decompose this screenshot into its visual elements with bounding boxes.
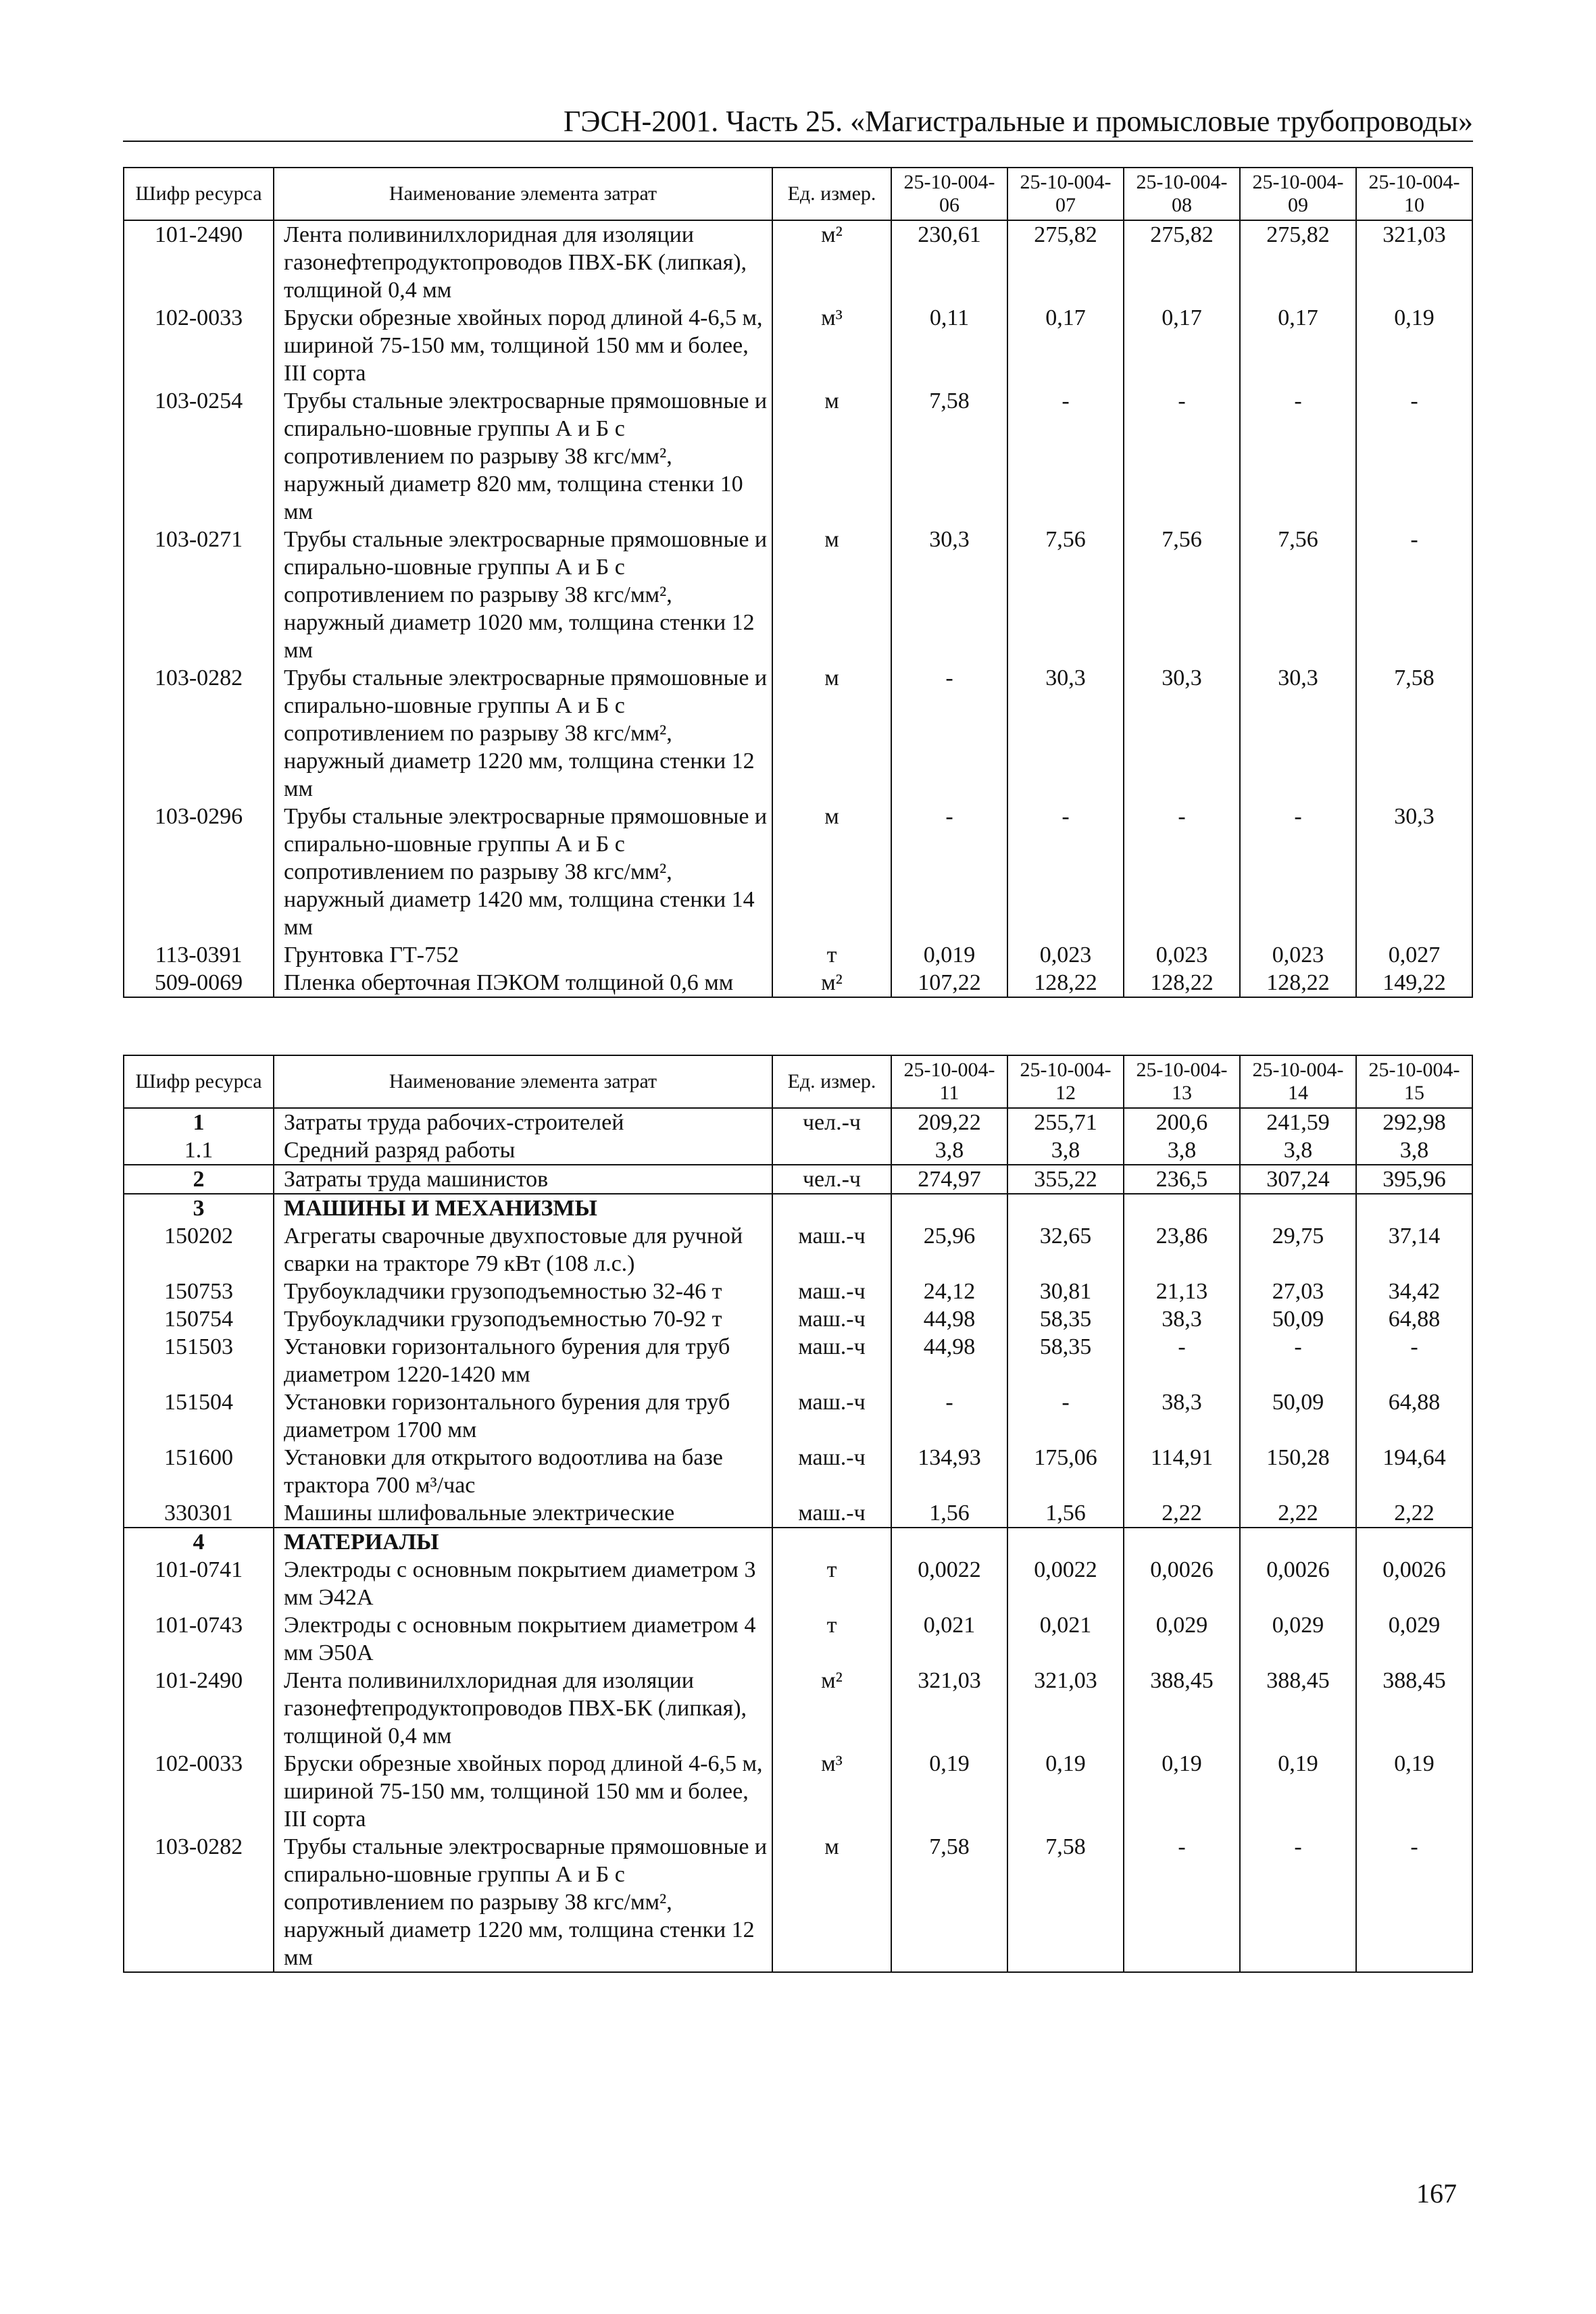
resource-unit: маш.-ч (772, 1444, 891, 1499)
resource-code: 1.1 (124, 1136, 274, 1165)
resource-value: 0,019 (891, 941, 1007, 969)
resource-unit: маш.-ч (772, 1499, 891, 1528)
resource-value: 3,8 (1124, 1136, 1240, 1165)
resource-value (891, 1528, 1007, 1556)
resource-unit: т (772, 1556, 891, 1611)
resource-value: 30,3 (1356, 803, 1472, 941)
resource-unit: чел.-ч (772, 1165, 891, 1194)
resource-value: 30,3 (1240, 664, 1356, 803)
resource-unit: м² (772, 220, 891, 304)
resource-value: 30,3 (1124, 664, 1240, 803)
resource-value: 58,35 (1007, 1305, 1124, 1333)
resource-code: 150753 (124, 1278, 274, 1305)
resource-code: 330301 (124, 1499, 274, 1528)
resource-value: 0,17 (1124, 304, 1240, 387)
header-col: 25-10-004-07 (1007, 168, 1124, 220)
resource-code: 103-0296 (124, 803, 274, 941)
resource-name: Грунтовка ГТ-752 (274, 941, 772, 969)
resource-name: Пленка оберточная ПЭКОМ толщиной 0,6 мм (274, 969, 772, 997)
resource-value (1007, 1528, 1124, 1556)
header-col: 25-10-004-12 (1007, 1055, 1124, 1108)
resource-value: 7,56 (1007, 526, 1124, 664)
resource-value: 0,023 (1007, 941, 1124, 969)
resource-unit: маш.-ч (772, 1278, 891, 1305)
resource-unit: маш.-ч (772, 1388, 891, 1444)
resource-unit (772, 1194, 891, 1222)
resource-value: - (891, 1388, 1007, 1444)
resource-value: 3,8 (1007, 1136, 1124, 1165)
resource-value: - (1240, 1333, 1356, 1388)
resource-value (1356, 1528, 1472, 1556)
resource-unit: м (772, 526, 891, 664)
resource-unit (772, 1528, 891, 1556)
header-col: 25-10-004-11 (891, 1055, 1007, 1108)
resource-value: - (1356, 1333, 1472, 1388)
resource-value: - (1356, 387, 1472, 526)
resource-value: 1,56 (1007, 1499, 1124, 1528)
table-row (124, 1556, 1472, 1611)
resource-value: 7,56 (1124, 526, 1240, 664)
resource-value: 50,09 (1240, 1305, 1356, 1333)
resource-value: 23,86 (1124, 1222, 1240, 1278)
table-row (124, 220, 1472, 304)
resource-code: 101-2490 (124, 1667, 274, 1750)
resource-name: Средний разряд работы (274, 1136, 772, 1165)
resource-code: 1 (124, 1108, 274, 1136)
table-body (124, 1108, 1472, 1972)
table-row (124, 526, 1472, 664)
resource-value: 200,6 (1124, 1108, 1240, 1136)
resource-code: 101-0741 (124, 1556, 274, 1611)
resource-name: Лента поливинилхлоридная для изоляции газонефтепродуктопроводов ПВХ-БК (липкая), толщиной 0,4 мм (274, 1667, 772, 1750)
resource-value: 134,93 (891, 1444, 1007, 1499)
resource-name: Электроды с основным покрытием диаметром 4 мм Э50А (274, 1611, 772, 1667)
resource-value: 128,22 (1007, 969, 1124, 997)
resource-value: 7,58 (891, 1833, 1007, 1972)
resource-name: Трубоукладчики грузоподъемностью 32-46 т (274, 1278, 772, 1305)
table-row (124, 1194, 1472, 1222)
resource-name: Лента поливинилхлоридная для изоляции газонефтепродуктопроводов ПВХ-БК (липкая), толщиной 0,4 мм (274, 220, 772, 304)
resource-unit: т (772, 941, 891, 969)
resource-value: 255,71 (1007, 1108, 1124, 1136)
resource-unit: м (772, 664, 891, 803)
header-col: 25-10-004-06 (891, 168, 1007, 220)
resource-value: 0,0026 (1240, 1556, 1356, 1611)
resource-value: 292,98 (1356, 1108, 1472, 1136)
resource-value: 388,45 (1356, 1667, 1472, 1750)
resource-code: 101-2490 (124, 220, 274, 304)
resource-code: 101-0743 (124, 1611, 274, 1667)
resource-value: 0,023 (1124, 941, 1240, 969)
table-row (124, 1750, 1472, 1833)
resource-value: 395,96 (1356, 1165, 1472, 1194)
resource-name: Установки горизонтального бурения для труб диаметром 1700 мм (274, 1388, 772, 1444)
resource-code: 509-0069 (124, 969, 274, 997)
resource-value: 38,3 (1124, 1388, 1240, 1444)
resource-value: 128,22 (1240, 969, 1356, 997)
resource-value (1240, 1528, 1356, 1556)
header-col: 25-10-004-13 (1124, 1055, 1240, 1108)
table-row (124, 1611, 1472, 1667)
resource-value: 0,023 (1240, 941, 1356, 969)
resource-value: 44,98 (891, 1305, 1007, 1333)
header-col: 25-10-004-10 (1356, 168, 1472, 220)
resource-value: 7,58 (1007, 1833, 1124, 1972)
resource-value: - (1356, 1833, 1472, 1972)
resource-value: 0,19 (891, 1750, 1007, 1833)
table-row (124, 1833, 1472, 1972)
table-row (124, 664, 1472, 803)
header-col: 25-10-004-15 (1356, 1055, 1472, 1108)
resource-table-1 (123, 167, 1473, 998)
resource-value: 58,35 (1007, 1333, 1124, 1388)
resource-value: 307,24 (1240, 1165, 1356, 1194)
resource-unit: м² (772, 969, 891, 997)
resource-value: - (1124, 387, 1240, 526)
resource-code: 102-0033 (124, 304, 274, 387)
resource-name: Трубы стальные электросварные прямошовные и спирально-шовные группы А и Б с сопротивлением по разрыву 38 кгс/мм², наружный диаметр 1420 мм, толщина стенки 14 мм (274, 803, 772, 941)
resource-value (891, 1194, 1007, 1222)
resource-code: 4 (124, 1528, 274, 1556)
resource-value: 1,56 (891, 1499, 1007, 1528)
resource-name: Агрегаты сварочные двухпостовые для ручной сварки на тракторе 79 кВт (108 л.с.) (274, 1222, 772, 1278)
resource-value: 0,029 (1240, 1611, 1356, 1667)
resource-code: 150754 (124, 1305, 274, 1333)
resource-code: 151600 (124, 1444, 274, 1499)
table-header-row (124, 168, 1472, 220)
resource-code: 103-0254 (124, 387, 274, 526)
resource-name: Машины шлифовальные электрические (274, 1499, 772, 1528)
resource-value: 29,75 (1240, 1222, 1356, 1278)
resource-value: 0,0022 (1007, 1556, 1124, 1611)
table-row (124, 803, 1472, 941)
resource-value: 0,0022 (891, 1556, 1007, 1611)
resource-value (1007, 1194, 1124, 1222)
page-header: ГЭСН-2001. Часть 25. «Магистральные и промысловые трубопроводы» (123, 103, 1473, 142)
table-row (124, 387, 1472, 526)
resource-name: Трубы стальные электросварные прямошовные и спирально-шовные группы А и Б с сопротивлением по разрыву 38 кгс/мм², наружный диаметр 1220 мм, толщина стенки 12 мм (274, 1833, 772, 1972)
resource-value (1124, 1528, 1240, 1556)
resource-value: 32,65 (1007, 1222, 1124, 1278)
resource-unit: м² (772, 1667, 891, 1750)
resource-value: 0,0026 (1124, 1556, 1240, 1611)
resource-value: 275,82 (1124, 220, 1240, 304)
resource-value: 275,82 (1007, 220, 1124, 304)
resource-value: 3,8 (1240, 1136, 1356, 1165)
resource-value: 321,03 (1007, 1667, 1124, 1750)
header-code: Шифр ресурса (124, 1055, 274, 1108)
resource-value: 24,12 (891, 1278, 1007, 1305)
resource-code: 150202 (124, 1222, 274, 1278)
resource-value: 25,96 (891, 1222, 1007, 1278)
resource-value: 7,56 (1240, 526, 1356, 664)
resource-value: - (1007, 1388, 1124, 1444)
resource-value: - (1124, 803, 1240, 941)
resource-value: 30,3 (891, 526, 1007, 664)
table-row (124, 1305, 1472, 1333)
resource-value: 2,22 (1240, 1499, 1356, 1528)
resource-value: 44,98 (891, 1333, 1007, 1388)
resource-name: МАТЕРИАЛЫ (274, 1528, 772, 1556)
header-col: 25-10-004-08 (1124, 168, 1240, 220)
resource-name: Электроды с основным покрытием диаметром 3 мм Э42А (274, 1556, 772, 1611)
resource-name: МАШИНЫ И МЕХАНИЗМЫ (274, 1194, 772, 1222)
resource-value: 0,19 (1356, 1750, 1472, 1833)
resource-value: 3,8 (891, 1136, 1007, 1165)
resource-value: 21,13 (1124, 1278, 1240, 1305)
resource-value: 2,22 (1124, 1499, 1240, 1528)
table-row (124, 1667, 1472, 1750)
resource-value (1124, 1194, 1240, 1222)
resource-unit: м³ (772, 1750, 891, 1833)
table-row (124, 1333, 1472, 1388)
resource-name: Бруски обрезные хвойных пород длиной 4-6,5 м, шириной 75-150 мм, толщиной 150 мм и более, III сорта (274, 1750, 772, 1833)
resource-unit: маш.-ч (772, 1305, 891, 1333)
resource-value: 321,03 (1356, 220, 1472, 304)
resource-code: 103-0282 (124, 664, 274, 803)
table-body (124, 220, 1472, 997)
resource-name: Бруски обрезные хвойных пород длиной 4-6,5 м, шириной 75-150 мм, толщиной 150 мм и более, III сорта (274, 304, 772, 387)
resource-unit: чел.-ч (772, 1108, 891, 1136)
resource-value: - (891, 664, 1007, 803)
resource-name: Затраты труда машинистов (274, 1165, 772, 1194)
header-code: Шифр ресурса (124, 168, 274, 220)
resource-code: 102-0033 (124, 1750, 274, 1833)
resource-value: - (1356, 526, 1472, 664)
table-row (124, 1108, 1472, 1136)
resource-value: 321,03 (891, 1667, 1007, 1750)
resource-value: 0,19 (1124, 1750, 1240, 1833)
resource-value: 114,91 (1124, 1444, 1240, 1499)
resource-code: 3 (124, 1194, 274, 1222)
resource-value: - (1240, 387, 1356, 526)
table-row (124, 1165, 1472, 1194)
resource-name: Установки горизонтального бурения для труб диаметром 1220-1420 мм (274, 1333, 772, 1388)
resource-value: 2,22 (1356, 1499, 1472, 1528)
resource-name: Установки для открытого водоотлива на базе трактора 700 м³/час (274, 1444, 772, 1499)
resource-value: 37,14 (1356, 1222, 1472, 1278)
resource-value: - (1240, 1833, 1356, 1972)
resource-value: 0,021 (1007, 1611, 1124, 1667)
resource-name: Трубоукладчики грузоподъемностью 70-92 т (274, 1305, 772, 1333)
table-row (124, 969, 1472, 997)
resource-value: 388,45 (1240, 1667, 1356, 1750)
resource-value: 50,09 (1240, 1388, 1356, 1444)
resource-value: 0,17 (1007, 304, 1124, 387)
resource-value: 0,029 (1124, 1611, 1240, 1667)
resource-name: Трубы стальные электросварные прямошовные и спирально-шовные группы А и Б с сопротивлением по разрыву 38 кгс/мм², наружный диаметр 1020 мм, толщина стенки 12 мм (274, 526, 772, 664)
table-row (124, 1499, 1472, 1528)
resource-value: 150,28 (1240, 1444, 1356, 1499)
resource-value: 7,58 (891, 387, 1007, 526)
header-col: 25-10-004-09 (1240, 168, 1356, 220)
resource-unit: м (772, 803, 891, 941)
resource-value: 0,11 (891, 304, 1007, 387)
resource-value (1240, 1194, 1356, 1222)
resource-value: 274,97 (891, 1165, 1007, 1194)
resource-value: 0,19 (1240, 1750, 1356, 1833)
resource-value: 0,021 (891, 1611, 1007, 1667)
resource-value: 0,027 (1356, 941, 1472, 969)
resource-value (1356, 1194, 1472, 1222)
resource-value: 275,82 (1240, 220, 1356, 304)
resource-code: 151503 (124, 1333, 274, 1388)
resource-unit: маш.-ч (772, 1222, 891, 1278)
header-name: Наименование элемента затрат (274, 168, 772, 220)
resource-unit (772, 1136, 891, 1165)
resource-value: 30,81 (1007, 1278, 1124, 1305)
resource-value: - (1124, 1833, 1240, 1972)
resource-value: 27,03 (1240, 1278, 1356, 1305)
table-row (124, 1388, 1472, 1444)
header-name: Наименование элемента затрат (274, 1055, 772, 1108)
table-row (124, 1444, 1472, 1499)
resource-value: 209,22 (891, 1108, 1007, 1136)
table-row (124, 304, 1472, 387)
resource-value: 0,0026 (1356, 1556, 1472, 1611)
resource-value: 0,029 (1356, 1611, 1472, 1667)
resource-table-2 (123, 1055, 1473, 1973)
resource-value: - (1124, 1333, 1240, 1388)
resource-value: 0,19 (1356, 304, 1472, 387)
resource-value: 107,22 (891, 969, 1007, 997)
resource-value: - (891, 803, 1007, 941)
resource-value: 0,19 (1007, 1750, 1124, 1833)
resource-value: 128,22 (1124, 969, 1240, 997)
resource-value: 34,42 (1356, 1278, 1472, 1305)
resource-name: Трубы стальные электросварные прямошовные и спирально-шовные группы А и Б с сопротивлением по разрыву 38 кгс/мм², наружный диаметр 1220 мм, толщина стенки 12 мм (274, 664, 772, 803)
resource-unit: м³ (772, 304, 891, 387)
table-row (124, 1222, 1472, 1278)
resource-value: 194,64 (1356, 1444, 1472, 1499)
table-row (124, 941, 1472, 969)
table-header-row (124, 1055, 1472, 1108)
resource-name: Затраты труда рабочих-строителей (274, 1108, 772, 1136)
resource-unit: маш.-ч (772, 1333, 891, 1388)
resource-value: 355,22 (1007, 1165, 1124, 1194)
resource-code: 113-0391 (124, 941, 274, 969)
resource-value: 30,3 (1007, 664, 1124, 803)
resource-value: 175,06 (1007, 1444, 1124, 1499)
resource-value: - (1007, 803, 1124, 941)
page-number: 167 (1416, 2178, 1457, 2209)
resource-code: 2 (124, 1165, 274, 1194)
resource-code: 103-0271 (124, 526, 274, 664)
resource-value: 388,45 (1124, 1667, 1240, 1750)
resource-code: 151504 (124, 1388, 274, 1444)
table-row (124, 1528, 1472, 1556)
resource-value: 64,88 (1356, 1388, 1472, 1444)
resource-name: Трубы стальные электросварные прямошовные и спирально-шовные группы А и Б с сопротивлением по разрыву 38 кгс/мм², наружный диаметр 820 мм, толщина стенки 10 мм (274, 387, 772, 526)
resource-unit: т (772, 1611, 891, 1667)
resource-value: 7,58 (1356, 664, 1472, 803)
resource-value: 236,5 (1124, 1165, 1240, 1194)
header-unit: Ед. измер. (772, 168, 891, 220)
table-row (124, 1278, 1472, 1305)
resource-value: 0,17 (1240, 304, 1356, 387)
resource-value: 3,8 (1356, 1136, 1472, 1165)
table-row (124, 1136, 1472, 1165)
resource-value: - (1240, 803, 1356, 941)
resource-value: 241,59 (1240, 1108, 1356, 1136)
resource-value: 64,88 (1356, 1305, 1472, 1333)
header-unit: Ед. измер. (772, 1055, 891, 1108)
resource-code: 103-0282 (124, 1833, 274, 1972)
header-col: 25-10-004-14 (1240, 1055, 1356, 1108)
resource-value: 230,61 (891, 220, 1007, 304)
resource-value: 149,22 (1356, 969, 1472, 997)
resource-unit: м (772, 387, 891, 526)
resource-value: 38,3 (1124, 1305, 1240, 1333)
resource-value: - (1007, 387, 1124, 526)
resource-unit: м (772, 1833, 891, 1972)
